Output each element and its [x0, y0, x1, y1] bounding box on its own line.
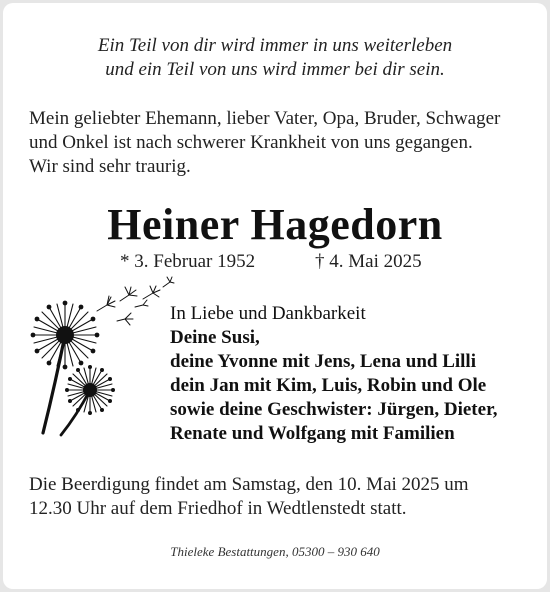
family-line-2: deine Yvonne mit Jens, Lena und Lilli	[170, 351, 476, 372]
intro-line-2: und Onkel ist nach schwerer Krankheit von uns gegangen.	[29, 132, 473, 153]
deceased-name: Heiner Hagedorn	[107, 200, 443, 249]
quote-line-1: Ein Teil von dir wird immer in uns weiterleben	[97, 35, 453, 56]
family-line-3: dein Jan mit Kim, Luis, Robin und Ole	[170, 375, 487, 396]
funeral-line-1: Die Beerdigung findet am Samstag, den 10. Mai 2025 um	[29, 474, 469, 495]
family-line-4: sowie deine Geschwister: Jürgen, Dieter,	[170, 399, 498, 420]
quote-line-2: und ein Teil von uns wird immer bei dir sein.	[105, 59, 445, 80]
birth-date: * 3. Februar 1952	[120, 251, 256, 272]
dandelion-icon	[25, 275, 175, 440]
death-date: † 4. Mai 2025	[315, 251, 422, 272]
family-intro: In Liebe und Dankbarkeit	[170, 303, 366, 324]
intro-line-1: Mein geliebter Ehemann, lieber Vater, Opa, Bruder, Schwager	[29, 108, 501, 129]
family-line-1: Deine Susi,	[170, 327, 260, 348]
family-line-5: Renate und Wolfgang mit Familien	[170, 423, 455, 444]
intro-line-3: Wir sind sehr traurig.	[29, 156, 191, 177]
obituary-card	[3, 3, 547, 589]
undertaker-footer: Thieleke Bestattungen, 05300 – 930 640	[170, 544, 380, 559]
funeral-line-2: 12.30 Uhr auf dem Friedhof in Wedtlenstedt statt.	[29, 498, 407, 519]
